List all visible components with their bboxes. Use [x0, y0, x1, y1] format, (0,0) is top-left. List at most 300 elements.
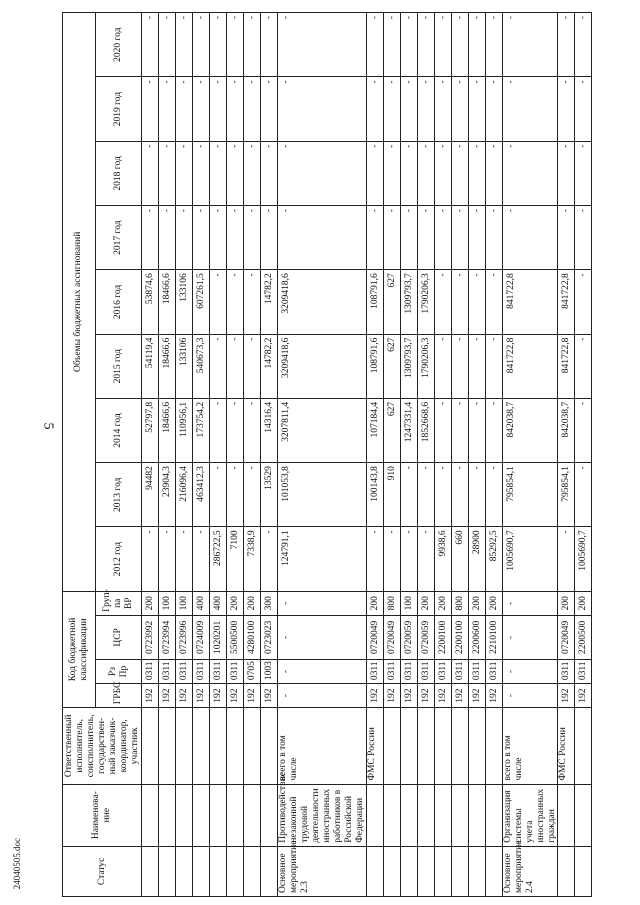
rzpr-cell: 0311 — [485, 660, 502, 684]
value-cell: - — [417, 77, 434, 141]
value-cell: - — [261, 77, 278, 141]
grbs-cell: 192 — [383, 684, 400, 708]
value-cell: - — [400, 13, 417, 77]
csr-cell: 2200600 — [468, 615, 485, 659]
table-row — [451, 13, 468, 897]
header-rzpr: Рз Пр — [95, 660, 142, 684]
vr-cell: 200 — [575, 591, 592, 615]
grbs-cell: 192 — [485, 684, 502, 708]
value-cell: - — [400, 463, 417, 527]
value-cell: - — [261, 527, 278, 591]
table-row — [468, 13, 485, 897]
status-cell — [261, 846, 278, 896]
value-cell: 14782,2 — [261, 270, 278, 334]
vr-cell: 200 — [558, 591, 575, 615]
value-cell: - — [193, 206, 210, 270]
executor-cell: ФМС России — [558, 708, 575, 784]
name-cell — [142, 784, 159, 846]
value-cell: - — [210, 334, 227, 398]
value-cell: 108791,6 — [366, 270, 383, 334]
table-row — [261, 13, 278, 897]
name-cell — [244, 784, 261, 846]
executor-cell: ФМС России — [366, 708, 383, 784]
grbs-cell: - — [278, 684, 366, 708]
value-cell: - — [227, 270, 244, 334]
value-cell: - — [434, 398, 451, 462]
value-cell: 85292,5 — [485, 527, 502, 591]
table-row — [244, 13, 261, 897]
status-cell — [176, 846, 193, 896]
value-cell: - — [227, 206, 244, 270]
name-cell — [434, 784, 451, 846]
name-cell — [159, 784, 176, 846]
vr-cell: 100 — [400, 591, 417, 615]
value-cell: - — [485, 206, 502, 270]
value-cell: - — [244, 13, 261, 77]
rzpr-cell: 0311 — [142, 660, 159, 684]
value-cell: - — [227, 463, 244, 527]
name-cell: Организация системы учета иностранных граждан — [502, 784, 558, 846]
value-cell: - — [176, 206, 193, 270]
name-cell — [417, 784, 434, 846]
value-cell: 216096,4 — [176, 463, 193, 527]
rzpr-cell: 0311 — [417, 660, 434, 684]
status-cell — [142, 846, 159, 896]
csr-cell: 0723023 — [261, 615, 278, 659]
name-cell — [366, 784, 383, 846]
value-cell: - — [244, 206, 261, 270]
rzpr-cell: 0311 — [159, 660, 176, 684]
value-cell: - — [575, 398, 592, 462]
value-cell: 910 — [383, 463, 400, 527]
value-cell: - — [468, 13, 485, 77]
value-cell: - — [485, 77, 502, 141]
header-year: 2015 год — [95, 334, 142, 398]
status-cell — [244, 846, 261, 896]
value-cell: 463412,3 — [193, 463, 210, 527]
value-cell: - — [417, 527, 434, 591]
header-year: 2019 год — [95, 77, 142, 141]
rzpr-cell: 0311 — [383, 660, 400, 684]
value-cell: - — [261, 13, 278, 77]
status-cell — [366, 846, 383, 896]
value-cell: - — [176, 77, 193, 141]
rzpr-cell: 0311 — [210, 660, 227, 684]
value-cell: 795854,1 — [502, 463, 558, 527]
executor-cell — [193, 708, 210, 784]
status-cell — [227, 846, 244, 896]
value-cell: - — [366, 77, 383, 141]
value-cell: 1005690,7 — [502, 527, 558, 591]
value-cell: 841722,8 — [502, 334, 558, 398]
value-cell: 107184,4 — [366, 398, 383, 462]
value-cell: 1790206,3 — [417, 270, 434, 334]
value-cell: 841722,8 — [558, 270, 575, 334]
value-cell: 53874,6 — [142, 270, 159, 334]
value-cell: - — [159, 13, 176, 77]
status-cell — [417, 846, 434, 896]
csr-cell: 0720059 — [400, 615, 417, 659]
executor-cell — [244, 708, 261, 784]
rzpr-cell: 0705 — [244, 660, 261, 684]
value-cell: - — [468, 77, 485, 141]
value-cell: 1790206,3 — [417, 334, 434, 398]
value-cell: 627 — [383, 334, 400, 398]
vr-cell: 200 — [468, 591, 485, 615]
value-cell: - — [558, 206, 575, 270]
vr-cell: 200 — [485, 591, 502, 615]
rzpr-cell: 1003 — [261, 660, 278, 684]
header-csr: ЦСР — [95, 615, 142, 659]
value-cell: - — [485, 13, 502, 77]
value-cell: 3209418,6 — [278, 270, 366, 334]
value-cell: - — [417, 206, 434, 270]
value-cell: - — [278, 13, 366, 77]
status-cell — [383, 846, 400, 896]
grbs-cell: 192 — [468, 684, 485, 708]
value-cell: - — [383, 206, 400, 270]
executor-cell — [575, 708, 592, 784]
status-cell — [434, 846, 451, 896]
name-cell: Противодействие незаконной трудовой деятельности иностранных работников в Российской Федерации — [278, 784, 366, 846]
grbs-cell: 192 — [558, 684, 575, 708]
grbs-cell: 192 — [244, 684, 261, 708]
value-cell: - — [159, 527, 176, 591]
csr-cell: 4280100 — [244, 615, 261, 659]
csr-cell: - — [502, 615, 558, 659]
rzpr-cell: 0311 — [575, 660, 592, 684]
value-cell: - — [193, 141, 210, 205]
executor-cell: всего в том числе — [502, 708, 558, 784]
value-cell: - — [176, 141, 193, 205]
header-year: 2018 год — [95, 141, 142, 205]
csr-cell: 5500500 — [227, 615, 244, 659]
csr-cell: 0723994 — [159, 615, 176, 659]
vr-cell: 100 — [176, 591, 193, 615]
value-cell: 100143,8 — [366, 463, 383, 527]
executor-cell — [400, 708, 417, 784]
value-cell: - — [502, 206, 558, 270]
value-cell: 14782,2 — [261, 334, 278, 398]
value-cell: - — [558, 141, 575, 205]
header-year: 2016 год — [95, 270, 142, 334]
grbs-cell: 192 — [400, 684, 417, 708]
value-cell: - — [558, 13, 575, 77]
value-cell: - — [434, 334, 451, 398]
value-cell: - — [142, 13, 159, 77]
value-cell: - — [278, 141, 366, 205]
status-cell — [558, 846, 575, 896]
table-row — [227, 13, 244, 897]
footer-filename: 24040505.doc — [12, 838, 22, 890]
vr-cell: 200 — [142, 591, 159, 615]
value-cell: - — [244, 141, 261, 205]
csr-cell: 0720049 — [383, 615, 400, 659]
rzpr-cell: 0311 — [558, 660, 575, 684]
vr-cell: 300 — [261, 591, 278, 615]
value-cell: - — [400, 206, 417, 270]
value-cell: - — [261, 206, 278, 270]
vr-cell: 200 — [366, 591, 383, 615]
name-cell — [176, 784, 193, 846]
executor-cell — [451, 708, 468, 784]
value-cell: - — [210, 13, 227, 77]
value-cell: - — [193, 527, 210, 591]
table-row — [176, 13, 193, 897]
value-cell: - — [434, 77, 451, 141]
value-cell: - — [468, 334, 485, 398]
table-row — [417, 13, 434, 897]
value-cell: - — [434, 270, 451, 334]
value-cell: 124791,1 — [278, 527, 366, 591]
csr-cell: 2200500 — [575, 615, 592, 659]
value-cell: - — [451, 13, 468, 77]
value-cell: - — [502, 77, 558, 141]
rzpr-cell: 0311 — [434, 660, 451, 684]
value-cell: - — [383, 527, 400, 591]
rzpr-cell: - — [278, 660, 366, 684]
value-cell: 18466,6 — [159, 270, 176, 334]
table-row — [485, 13, 502, 897]
name-cell — [451, 784, 468, 846]
value-cell: 1309793,7 — [400, 334, 417, 398]
value-cell: - — [485, 334, 502, 398]
table-row — [502, 13, 558, 897]
rzpr-cell: 0311 — [227, 660, 244, 684]
rzpr-cell: 0311 — [400, 660, 417, 684]
vr-cell: 800 — [451, 591, 468, 615]
value-cell: - — [468, 398, 485, 462]
table-row — [400, 13, 417, 897]
value-cell: - — [451, 398, 468, 462]
vr-cell: - — [502, 591, 558, 615]
value-cell: - — [244, 77, 261, 141]
name-cell — [227, 784, 244, 846]
vr-cell: - — [278, 591, 366, 615]
vr-cell: 400 — [193, 591, 210, 615]
value-cell: 13529 — [261, 463, 278, 527]
value-cell: - — [227, 398, 244, 462]
table-row — [142, 13, 159, 897]
vr-cell: 100 — [159, 591, 176, 615]
value-cell: 286722,5 — [210, 527, 227, 591]
value-cell: - — [502, 13, 558, 77]
rzpr-cell: 0311 — [176, 660, 193, 684]
csr-cell: 0723992 — [142, 615, 159, 659]
csr-cell: 0720059 — [417, 615, 434, 659]
status-cell — [451, 846, 468, 896]
header-kbk: Код бюджетной классификации — [63, 591, 96, 707]
grbs-cell: 192 — [210, 684, 227, 708]
value-cell: 795854,1 — [558, 463, 575, 527]
name-cell — [383, 784, 400, 846]
value-cell: - — [434, 13, 451, 77]
value-cell: - — [244, 398, 261, 462]
value-cell: 101053,8 — [278, 463, 366, 527]
vr-cell: 200 — [434, 591, 451, 615]
executor-cell — [417, 708, 434, 784]
value-cell: 7338,9 — [244, 527, 261, 591]
value-cell: - — [502, 141, 558, 205]
header-vr: Груп-па ВР — [95, 591, 142, 615]
name-cell — [468, 784, 485, 846]
value-cell: - — [244, 270, 261, 334]
value-cell: - — [485, 398, 502, 462]
status-cell — [210, 846, 227, 896]
budget-table-rotated — [62, 12, 620, 897]
value-cell: - — [417, 13, 434, 77]
value-cell: 1852668,6 — [417, 398, 434, 462]
name-cell — [210, 784, 227, 846]
grbs-cell: 192 — [142, 684, 159, 708]
value-cell: - — [210, 270, 227, 334]
header-year: 2013 год — [95, 463, 142, 527]
value-cell: 133106 — [176, 270, 193, 334]
value-cell: - — [159, 206, 176, 270]
value-cell: - — [451, 77, 468, 141]
executor-cell — [485, 708, 502, 784]
vr-cell: 200 — [244, 591, 261, 615]
grbs-cell: 192 — [193, 684, 210, 708]
vr-cell: 200 — [417, 591, 434, 615]
value-cell: 18466,6 — [159, 334, 176, 398]
header-year: 2017 год — [95, 206, 142, 270]
table-row — [159, 13, 176, 897]
value-cell: - — [383, 13, 400, 77]
value-cell: - — [278, 206, 366, 270]
table-row — [575, 13, 592, 897]
value-cell: - — [210, 141, 227, 205]
value-cell: 173754,2 — [193, 398, 210, 462]
value-cell: 841722,8 — [502, 270, 558, 334]
value-cell: - — [244, 463, 261, 527]
value-cell: 842038,7 — [558, 398, 575, 462]
executor-cell — [227, 708, 244, 784]
value-cell: - — [366, 527, 383, 591]
value-cell: - — [575, 141, 592, 205]
value-cell: 627 — [383, 398, 400, 462]
page-number: 5 — [40, 422, 56, 430]
value-cell: - — [366, 13, 383, 77]
value-cell: - — [278, 77, 366, 141]
value-cell: 14316,4 — [261, 398, 278, 462]
budget-table — [62, 12, 592, 897]
table-row — [434, 13, 451, 897]
name-cell — [193, 784, 210, 846]
status-cell — [193, 846, 210, 896]
grbs-cell: 192 — [159, 684, 176, 708]
executor-cell — [210, 708, 227, 784]
value-cell: - — [193, 77, 210, 141]
value-cell: 841722,8 — [558, 334, 575, 398]
value-cell: 133106 — [176, 334, 193, 398]
table-row — [366, 13, 383, 897]
table-row — [383, 13, 400, 897]
value-cell: - — [575, 206, 592, 270]
value-cell: - — [434, 463, 451, 527]
header-name: Наименова-ние — [63, 784, 142, 846]
value-cell: - — [261, 141, 278, 205]
value-cell: - — [227, 334, 244, 398]
csr-cell: 2200100 — [451, 615, 468, 659]
value-cell: - — [244, 334, 261, 398]
csr-cell: 0720049 — [366, 615, 383, 659]
value-cell: - — [451, 463, 468, 527]
value-cell: - — [383, 141, 400, 205]
value-cell: - — [142, 77, 159, 141]
value-cell: 660 — [451, 527, 468, 591]
executor-cell — [434, 708, 451, 784]
executor-cell — [383, 708, 400, 784]
csr-cell: - — [278, 615, 366, 659]
grbs-cell: 192 — [366, 684, 383, 708]
rzpr-cell: 0311 — [366, 660, 383, 684]
name-cell — [575, 784, 592, 846]
rzpr-cell: - — [502, 660, 558, 684]
vr-cell: 400 — [210, 591, 227, 615]
executor-cell — [468, 708, 485, 784]
value-cell: - — [176, 527, 193, 591]
value-cell: 540673,3 — [193, 334, 210, 398]
rzpr-cell: 0311 — [451, 660, 468, 684]
name-cell — [485, 784, 502, 846]
status-cell: Основное мероприятие 2.4 — [502, 846, 558, 896]
table-body — [142, 13, 592, 897]
name-cell — [261, 784, 278, 846]
table-row — [210, 13, 227, 897]
csr-cell: 0720049 — [558, 615, 575, 659]
value-cell: 7100 — [227, 527, 244, 591]
grbs-cell: 192 — [575, 684, 592, 708]
value-cell: 54119,4 — [142, 334, 159, 398]
value-cell: 52797,8 — [142, 398, 159, 462]
value-cell: - — [575, 270, 592, 334]
value-cell: - — [193, 13, 210, 77]
value-cell: - — [400, 141, 417, 205]
value-cell: - — [210, 398, 227, 462]
header-executor: Ответственный исполнитель, соисполнитель, государствен-ный заказчик-координатор, участник — [63, 708, 142, 784]
value-cell: - — [383, 77, 400, 141]
status-cell — [400, 846, 417, 896]
header-status: Статус — [63, 846, 142, 896]
value-cell: 1247331,4 — [400, 398, 417, 462]
value-cell: - — [176, 13, 193, 77]
csr-cell: 2200100 — [434, 615, 451, 659]
executor-cell — [142, 708, 159, 784]
value-cell: - — [227, 141, 244, 205]
table-row — [193, 13, 210, 897]
value-cell: - — [417, 141, 434, 205]
table-row — [278, 13, 366, 897]
csr-cell: 2210100 — [485, 615, 502, 659]
value-cell: - — [558, 77, 575, 141]
name-cell — [558, 784, 575, 846]
value-cell: - — [485, 141, 502, 205]
status-cell — [485, 846, 502, 896]
vr-cell: 800 — [383, 591, 400, 615]
value-cell: - — [400, 77, 417, 141]
name-cell — [400, 784, 417, 846]
value-cell: 1309793,7 — [400, 270, 417, 334]
value-cell: 18466,6 — [159, 398, 176, 462]
value-cell: - — [575, 463, 592, 527]
value-cell: 94482 — [142, 463, 159, 527]
value-cell: 842038,7 — [502, 398, 558, 462]
value-cell: - — [575, 77, 592, 141]
value-cell: 23904,3 — [159, 463, 176, 527]
value-cell: - — [451, 141, 468, 205]
value-cell: 607261,5 — [193, 270, 210, 334]
